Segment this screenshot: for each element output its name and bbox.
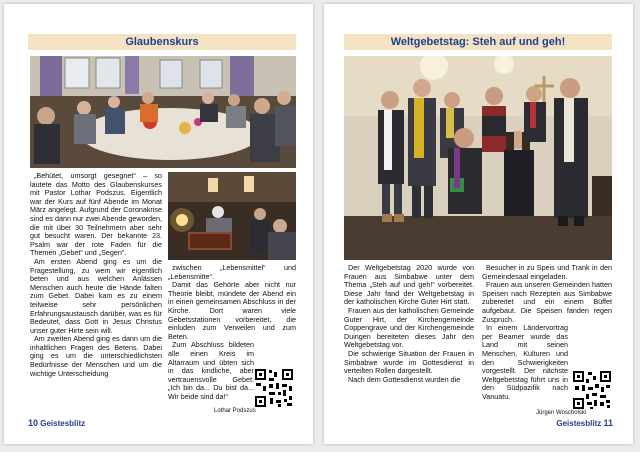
left-text-column-1: [30, 172, 162, 378]
paragraph: Frauen aus unseren Gemeinden hatten Speisen nach Rezepten aus Simbabwe zubereitet und ein einem Büffet aufgebaut. Die Speisen fanden regen Zuspruch.: [482, 280, 612, 324]
paragraph: Frauen aus der katholischen Gemeinde Guter Hirt, der Kirchengemeinde Coppengrave und der Kirchengemeinde Duingen bereiteten dieses Jahr den Weltgebetstag vor.: [344, 305, 474, 350]
left-page-title: Glaubenskurs: [28, 34, 296, 50]
weltgebetstag-group-photo: [344, 56, 612, 260]
signature: Jürgen Woscholski: [536, 410, 587, 416]
page-number: 10: [28, 418, 39, 428]
paragraph: Die schwierige Situation der Frauen in Simbabwe wurde im Gottesdienst in verteilten Rollen dargestellt.: [344, 348, 474, 376]
page-number: 11: [603, 418, 613, 428]
paragraph: In einem Ländervortrag per Beamer wurde das Land mit seinen Menschen, Kulturen und den Schwierigkeiten vorgestellt. Der nächste Weltgebetstag führt uns in den Südpazifik nach Vanuatu.: [482, 323, 568, 401]
paragraph: Der Weltgebetstag 2020 wurde von Frauen aus Simbabwe unter dem Thema „Steh auf und geh!“ vorbereitet. Diese Jahr fand der Weltgebetstag in der katholischen Kirche Guter Hirt statt.: [344, 263, 474, 307]
glaubenskurs-group-photo: [30, 56, 296, 168]
page-footer: [28, 418, 85, 428]
paragraph: Nach dem Gottesdienst wurden die: [348, 374, 461, 384]
paragraph: zwischen „Lebensmittel“ und „Lebensmitte“.: [168, 263, 296, 281]
paragraph: Am ersten Abend ging es um die Fragestellung, zu wem wir eigentlich beten und aus welchen Anlässen Menschen auch heute die Hände falten zum Gebet. Dabei kam es zu einem teilweise sehr persönlichen Erfahrungsaustausch darüber, was es für Bedeutet, dass Gott in Jesus Christus unser guter Hirte sein will.: [30, 256, 162, 335]
right-text-column-1: [344, 264, 474, 384]
paragraph: „Behütet, umsorgt gesegnet“ – so lautete das Motto des Glaubenskurses mit Pastor Lothar Podszus. Eigentlich war der Kurs auf fünf Abende im Monat März angelegt. Aufgrund der Coronakrise sind es dann nur zwei Abende geworden, die mit über 30 Teilnehmern aber sehr gut besucht waren. Der bekannte 23. Psalm war der rote Faden für die Themen „Gebet“ und „Segen“.: [30, 171, 162, 258]
page-footer: [556, 418, 613, 428]
paragraph: Zum Abschluss bildeten alle einen Kreis im Altarraum und übten sich in das kindliche, aber vertrauensvolle Gebet: „Ich bin da... Du bist da... Wir beide sind da!“: [168, 340, 254, 401]
signature: Lothar Podszus: [214, 408, 256, 414]
paragraph: Damit das Gehörte aber nicht nur Theorie bleibt, mündete der Abend ein in einen gemeinsamen Abschluss in der Kirche. Dort waren viele Gebetsstationen vorbereitet, die einluden zum Verweilen und zum Beten.: [168, 280, 296, 341]
footer-label: Geistesblitz: [556, 419, 602, 428]
paragraph: Besucher in zu Speis und Trank in den Gemeindesaal eingeladen.: [482, 263, 612, 281]
qr-code-icon: [254, 368, 294, 408]
prayer-station-photo: [168, 172, 296, 260]
qr-code-icon: [572, 370, 612, 410]
right-page-title: Weltgebetstag: Steh auf und geh!: [344, 34, 612, 50]
paragraph: Am zweiten Abend ging es dann um die inhaltlichen Fragen des Betens. Dabei ging es um die unterschiedlichsten Bedürfnisse der Menschen und um die wichtige Unterscheidung: [30, 334, 162, 378]
left-page: [4, 4, 313, 444]
right-page: [324, 4, 633, 444]
footer-label: Geistesblitz: [40, 419, 86, 428]
